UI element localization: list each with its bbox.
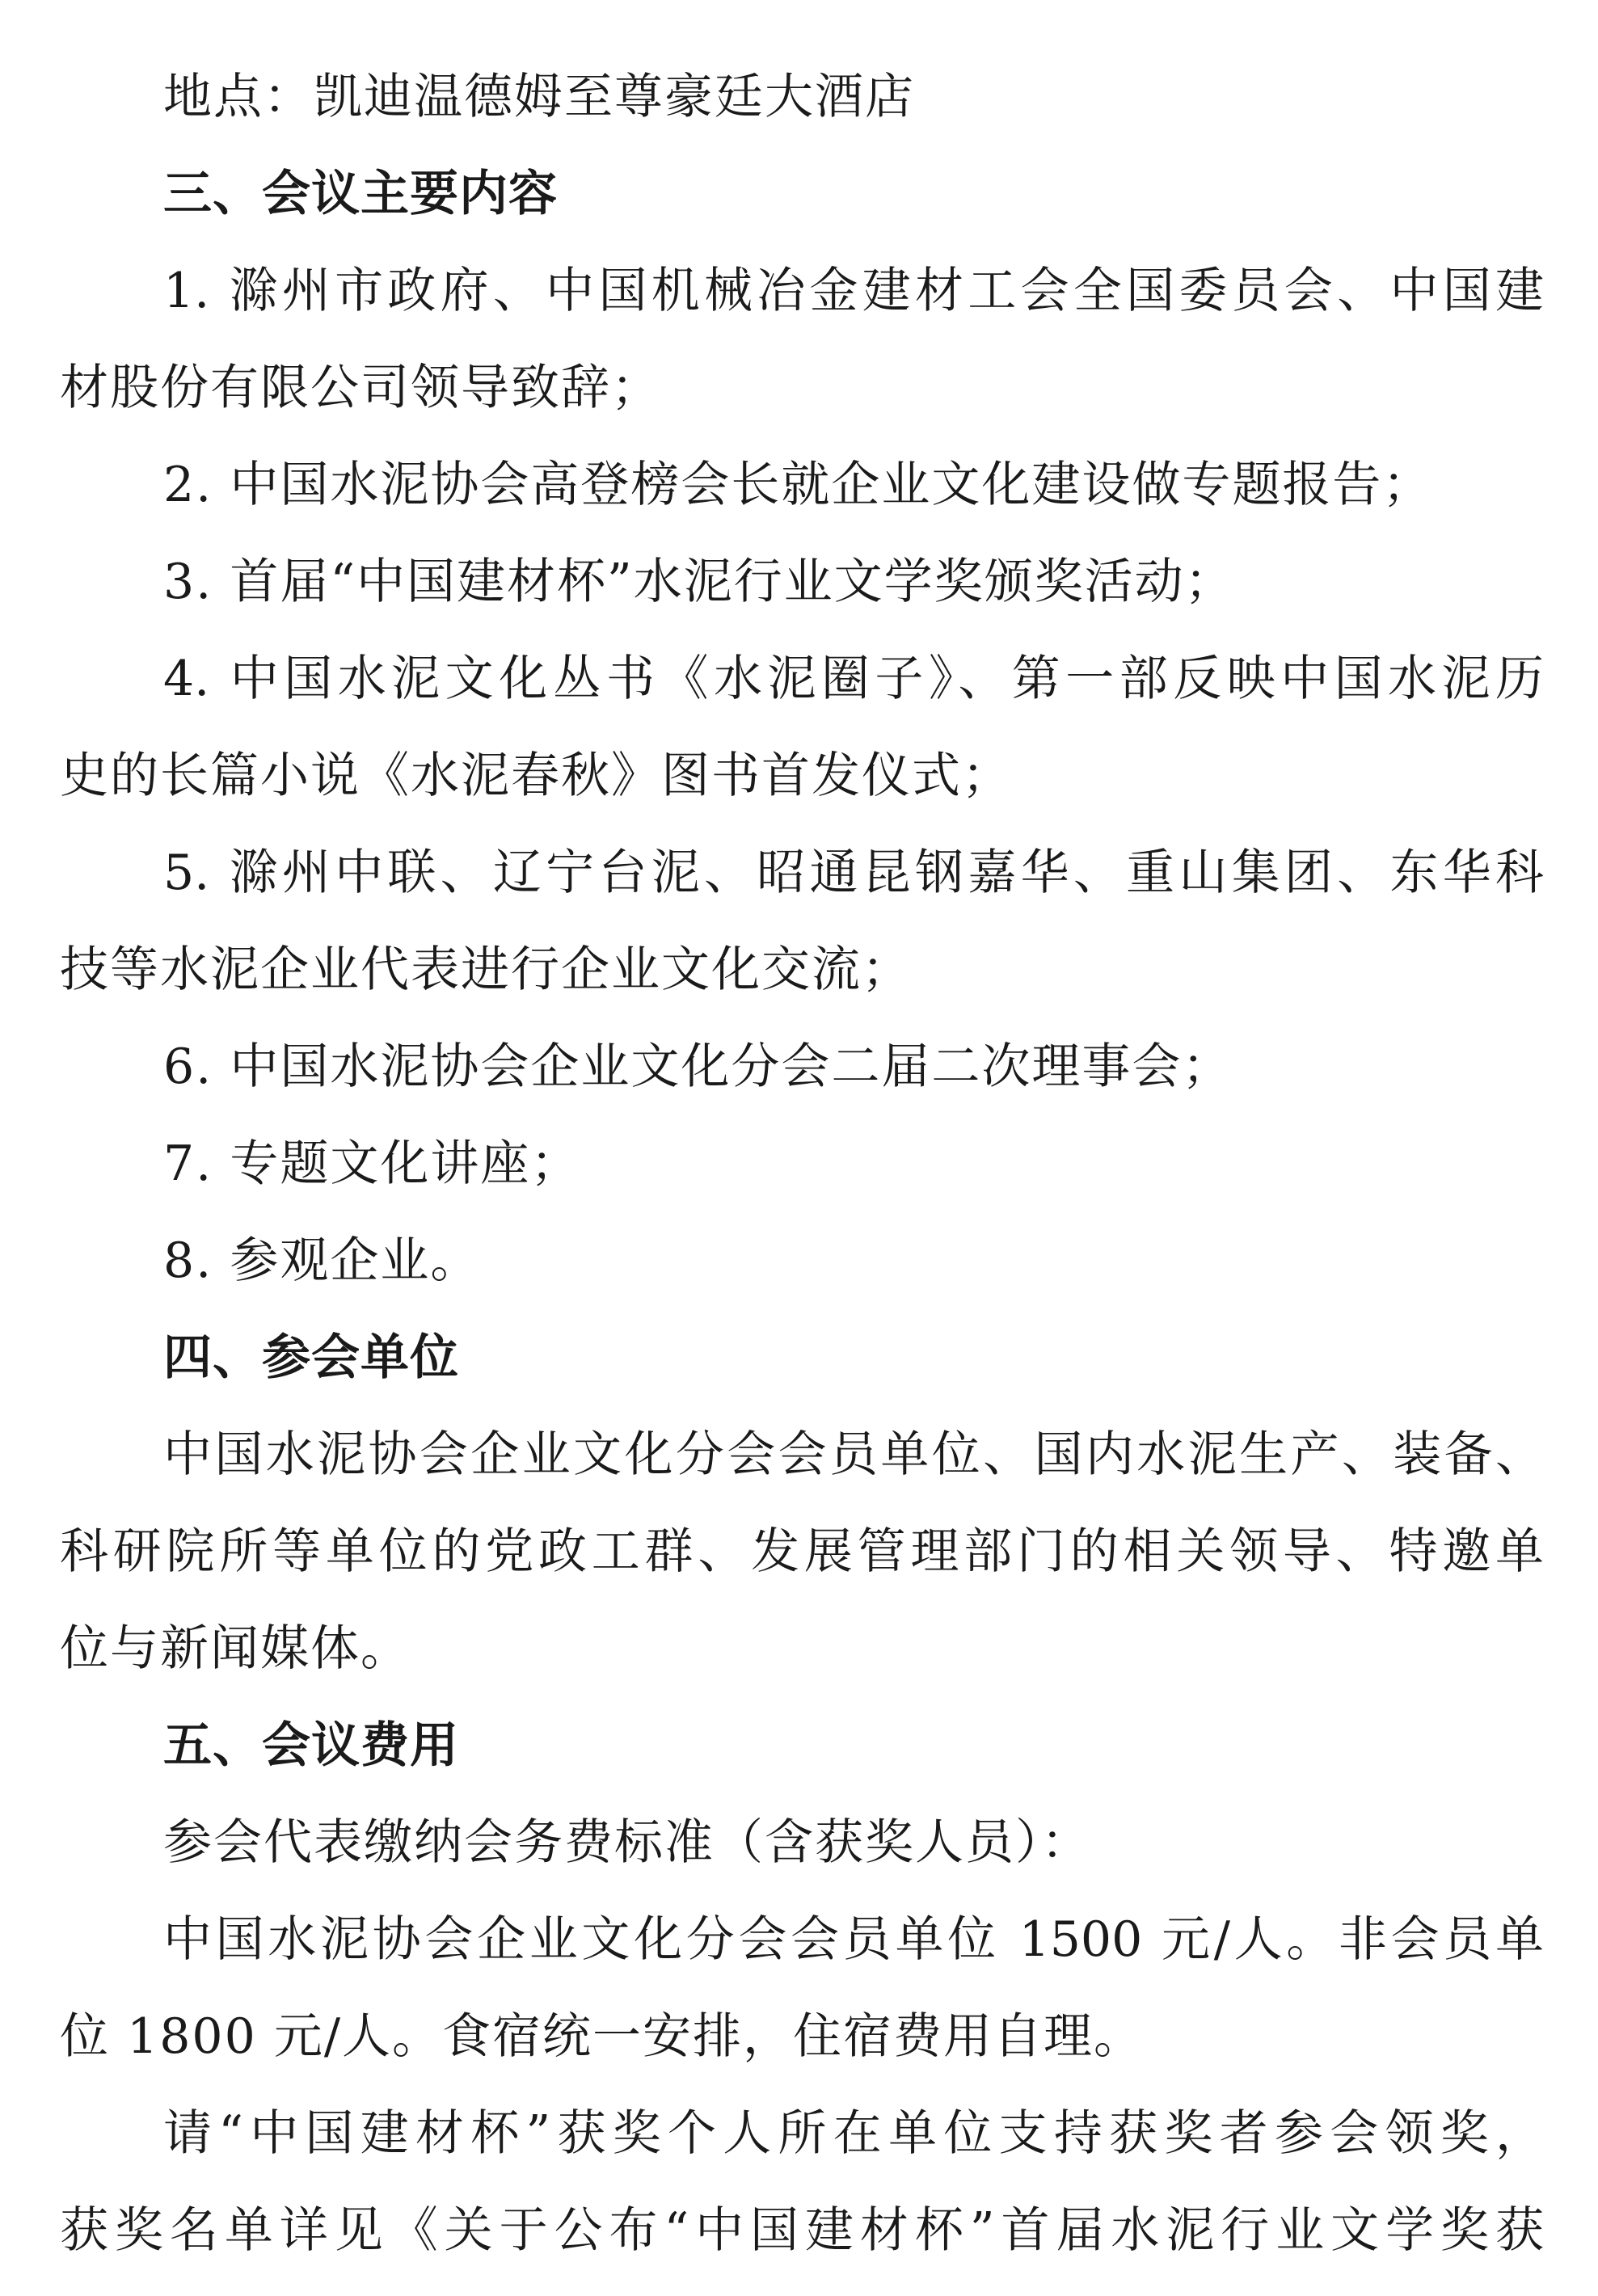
participants-line-1: 中国水泥协会企业文化分会会员单位、国内水泥生产、装备、 [163, 1426, 1544, 1483]
agenda-item-2: 2. 中国水泥协会高登榜会长就企业文化建设做专题报告； [163, 457, 1433, 513]
agenda-item-5-line-2: 技等水泥企业代表进行企业文化交流； [60, 942, 912, 998]
fee-member-line-2: 位 1800 元/人。食宿统一安排，住宿费用自理。 [60, 2008, 1145, 2065]
fee-standard-intro: 参会代表缴纳会务费标准（含获奖人员）： [163, 1814, 1091, 1871]
agenda-item-4-line-2: 史的长篇小说《水泥春秋》图书首发仪式； [60, 748, 1012, 804]
participants-line-3: 位与新闻媒体。 [60, 1620, 411, 1677]
section-heading-participants: 四、参会单位 [163, 1329, 459, 1386]
fee-member-line-1: 中国水泥协会企业文化分会会员单位 1500 元/人。非会员单 [163, 1911, 1544, 1968]
agenda-item-3: 3. 首届“中国建材杯”水泥行业文学奖颁奖活动； [163, 554, 1235, 610]
agenda-item-5-line-1: 5. 滁州中联、辽宁台泥、昭通昆钢嘉华、重山集团、东华科 [163, 845, 1544, 901]
section-heading-agenda: 三、会议主要内容 [163, 166, 558, 222]
agenda-item-6: 6. 中国水泥协会企业文化分会二届二次理事会； [163, 1038, 1233, 1095]
agenda-item-1-line-2: 材股份有限公司领导致辞； [60, 360, 661, 416]
award-note-line-1: 请“中国建材杯”获奖个人所在单位支持获奖者参会领奖， [163, 2105, 1544, 2162]
participants-line-2: 科研院所等单位的党政工群、发展管理部门的相关领导、特邀单 [60, 1523, 1544, 1580]
section-heading-fees: 五、会议费用 [163, 1717, 459, 1774]
agenda-item-4-line-1: 4. 中国水泥文化丛书《水泥圈子》、第一部反映中国水泥历 [163, 651, 1544, 707]
venue-line: 地点：凯迪温德姆至尊豪廷大酒店 [163, 69, 915, 125]
agenda-item-1-line-1: 1. 滁州市政府、中国机械冶金建材工会全国委员会、中国建 [163, 263, 1544, 319]
award-note-line-2: 获奖名单详见《关于公布“中国建材杯”首届水泥行业文学奖获 [60, 2202, 1544, 2259]
agenda-item-7: 7. 专题文化讲座； [163, 1135, 581, 1192]
agenda-item-8: 8. 参观企业。 [163, 1232, 481, 1289]
